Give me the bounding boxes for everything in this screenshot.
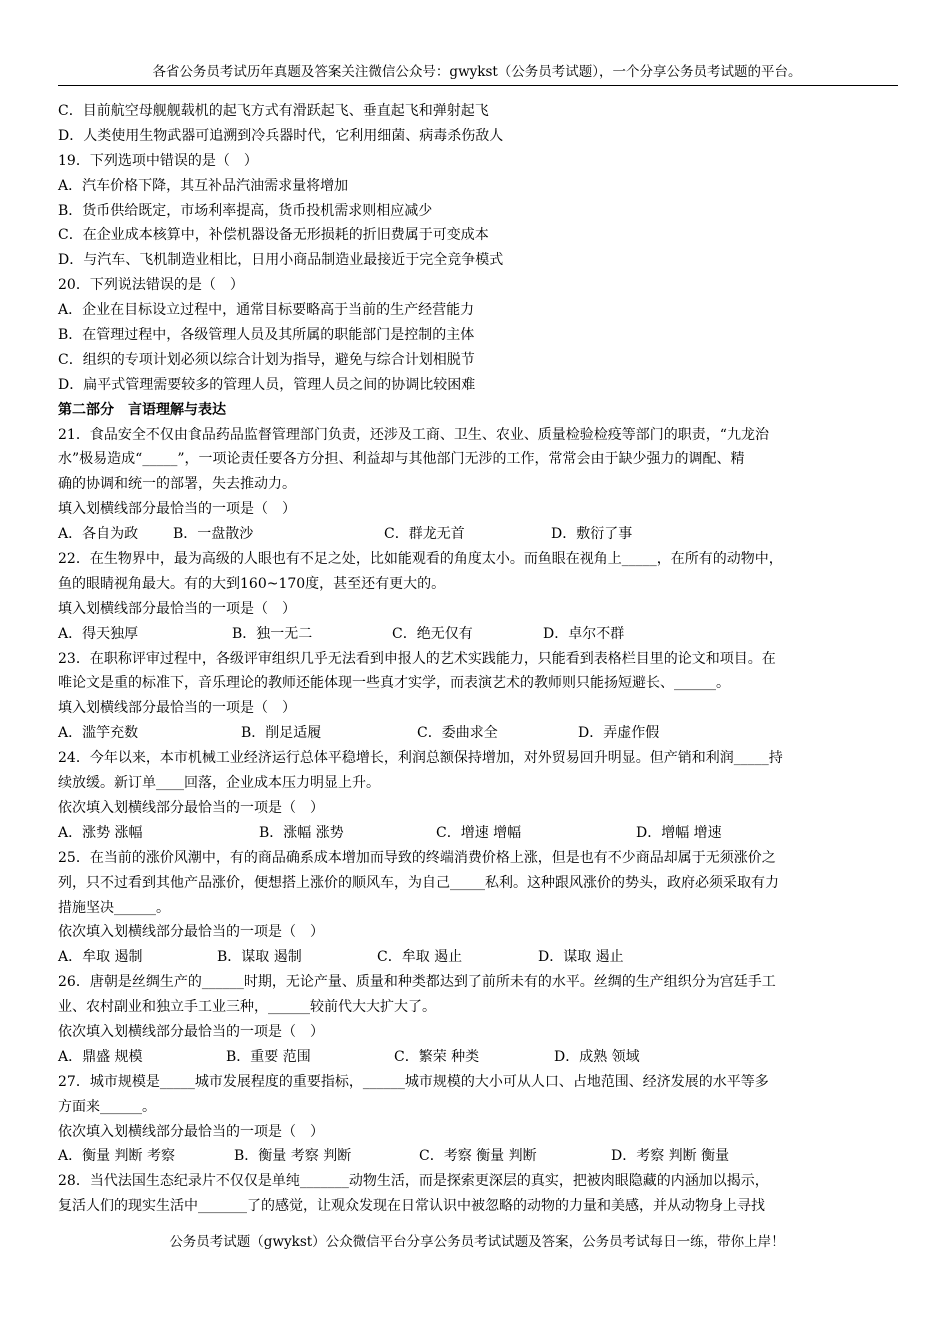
q21-instruction: 填入划横线部分最恰当的一项是（ ） (58, 501, 296, 518)
q22-option-c: C．绝无仅有 (392, 625, 473, 642)
q19-option-b: B．货币供给既定，市场利率提高，货币投机需求则相应减少 (58, 202, 433, 219)
q26-instruction: 依次填入划横线部分最恰当的一项是（ ） (58, 1023, 324, 1040)
q27-option-b: B．衡量 考察 判断 (234, 1148, 352, 1165)
q25-option-b: B．谋取 遏制 (217, 949, 302, 966)
q22-option-a: A．得天独厚 (58, 625, 139, 642)
q26-stem-line: 业、农村副业和独立手工业三种，______较前代大大扩大了。 (58, 999, 436, 1016)
q21-options (58, 522, 898, 547)
q23-option-a: A．滥竽充数 (58, 725, 139, 742)
q21-option-a: A．各自为政 (58, 526, 139, 543)
q24-option-a: A．涨势 涨幅 (58, 824, 143, 841)
q24-instruction: 依次填入划横线部分最恰当的一项是（ ） (58, 799, 324, 816)
q27-option-a: A．衡量 判断 考察 (58, 1148, 176, 1165)
page-content (58, 99, 898, 1219)
q24-stem-line: 24．今年以来，本市机械工业经济运行总体平稳增长，利润总额保持增加，对外贸易回升明显。但产销和利润_____持 (58, 750, 783, 767)
q25-instruction: 依次填入划横线部分最恰当的一项是（ ） (58, 924, 324, 941)
q25-stem-line: 25．在当前的涨价风潮中，有的商品确系成本增加而导致的终端消费价格上涨，但是也有不少商品却属于无须涨价之 (58, 849, 776, 866)
q22-option-b: B．独一无二 (232, 625, 313, 642)
q21-option-c: C．群龙无首 (384, 526, 465, 543)
q27-stem-line: 方面来______。 (58, 1098, 156, 1115)
q27-option-c: C．考察 衡量 判断 (419, 1148, 537, 1165)
q19-stem: 19．下列选项中错误的是（ ） (58, 152, 258, 169)
q22-stem-line: 鱼的眼睛视角最大。有的大到160~170度，甚至还有更大的。 (58, 575, 446, 592)
q28-stem-line: 复活人们的现实生活中_______了的感觉，让观众发现在日常认识中被忽略的动物的力量和美感，并从动物身上寻找 (58, 1198, 765, 1215)
q22-option-d: D．卓尔不群 (543, 625, 625, 642)
header-divider (58, 85, 898, 86)
q20-option-b: B．在管理过程中，各级管理人员及其所属的职能部门是控制的主体 (58, 327, 475, 344)
q19-option-c: C．在企业成本核算中，补偿机器设备无形损耗的折旧费属于可变成本 (58, 227, 489, 244)
q24-option-d: D．增幅 增速 (636, 824, 722, 841)
q27-instruction: 依次填入划横线部分最恰当的一项是（ ） (58, 1123, 324, 1140)
q28-stem-line: 28．当代法国生态纪录片不仅仅是单纯_______动物生活，而是探索更深层的真实，把被肉眼隐藏的内涵加以揭示， (58, 1173, 769, 1190)
q25-stem-line: 列，只不过看到其他产品涨价，便想搭上涨价的顺风车，为自己_____私利。这种跟风涨价的势头，政府必须采取有力 (58, 874, 779, 891)
q25-option-a: A．牟取 遏制 (58, 949, 143, 966)
q26-option-d: D．成熟 领域 (554, 1048, 640, 1065)
q26-option-c: C．繁荣 种类 (394, 1048, 480, 1065)
q19-option-d: D．与汽车、飞机制造业相比，日用小商品制造业最接近于完全竞争模式 (58, 252, 504, 269)
q27-stem-line: 27．城市规模是_____城市发展程度的重要指标，______城市规模的大小可从人口、占地范围、经济发展的水平等多 (58, 1073, 769, 1090)
q23-instruction: 填入划横线部分最恰当的一项是（ ） (58, 700, 296, 717)
q19-option-a: A．汽车价格下降，其互补品汽油需求量将增加 (58, 177, 349, 194)
q26-option-b: B．重要 范围 (226, 1048, 311, 1065)
q26-stem-line: 26．唐朝是丝绸生产的______时期，无论产量、质量和种类都达到了前所未有的水平。丝绸的生产组织分为宫廷手工 (58, 974, 776, 991)
q23-option-c: C．委曲求全 (417, 725, 498, 742)
q22-instruction: 填入划横线部分最恰当的一项是（ ） (58, 600, 296, 617)
q23-option-b: B．削足适履 (241, 725, 322, 742)
q22-stem-line: 22．在生物界中，最为高级的人眼也有不足之处，比如能观看的角度太小。而鱼眼在视角上_____，在所有的动物中， (58, 551, 783, 568)
q25-option-d: D．谋取 遏止 (538, 949, 624, 966)
q21-option-b: B．一盘散沙 (173, 526, 254, 543)
q26-options (58, 1045, 898, 1070)
q20-option-c: C．组织的专项计划必须以综合计划为指导，避免与综合计划相脱节 (58, 351, 475, 368)
q20-stem: 20．下列说法错误的是（ ） (58, 277, 244, 294)
q25-option-c: C．牟取 遏止 (377, 949, 463, 966)
section-heading: 第二部分 言语理解与表达 (58, 401, 226, 418)
q21-stem-line: 确的协调和统一的部署，失去推动力。 (58, 476, 296, 493)
q22-options (58, 622, 898, 647)
q27-options (58, 1144, 898, 1169)
q23-options (58, 721, 898, 746)
page-footer: 公务员考试题（gwykst）公众微信平台分享公务员考试试题及答案，公务员考试每日一练，带你上岸！ (169, 1234, 785, 1250)
q24-stem-line: 续放缓。新订单____回落，企业成本压力明显上升。 (58, 775, 380, 792)
q23-option-d: D．弄虚作假 (578, 725, 660, 742)
q27-option-d: D．考察 判断 衡量 (611, 1148, 730, 1165)
q21-stem-line: 水”极易造成“_____”，一项论责任要各方分担、利益却与其他部门无涉的工作，常常会由于缺少强力的调配、精 (58, 451, 745, 468)
q25-stem-line: 措施坚决______。 (58, 899, 170, 916)
q20-option-a: A．企业在目标设立过程中，通常目标要略高于当前的生产经营能力 (58, 302, 475, 319)
q24-option-b: B．涨幅 涨势 (259, 824, 344, 841)
q25-options (58, 945, 898, 970)
q24-option-c: C．增速 增幅 (436, 824, 522, 841)
q18-option-c: C．目前航空母舰舰载机的起飞方式有滑跃起飞、垂直起飞和弹射起飞 (58, 103, 489, 119)
q20-option-d: D．扁平式管理需要较多的管理人员，管理人员之间的协调比较困难 (58, 376, 476, 393)
page-header: 各省公务员考试历年真题及答案关注微信公众号：gwykst（公务员考试题），一个分享公务员考试题的平台。 (152, 64, 802, 80)
q21-option-d: D．敷衍了事 (551, 526, 633, 543)
q23-stem-line: 23．在职称评审过程中，各级评审组织几乎无法看到申报人的艺术实践能力，只能看到表格栏目里的论文和项目。在 (58, 650, 776, 667)
q26-option-a: A．鼎盛 规模 (58, 1048, 143, 1065)
q21-stem-line: 21．食品安全不仅由食品药品监督管理部门负责，还涉及工商、卫生、农业、质量检验检疫等部门的职责，“九龙治 (58, 426, 769, 443)
q24-options (58, 821, 898, 846)
q23-stem-line: 唯论文是重的标准下，音乐理论的教师还能体现一些真才实学，而表演艺术的教师则只能扬短避长、______。 (58, 675, 730, 692)
q18-option-d: D．人类使用生物武器可追溯到冷兵器时代，它利用细菌、病毒杀伤敌人 (58, 127, 504, 144)
